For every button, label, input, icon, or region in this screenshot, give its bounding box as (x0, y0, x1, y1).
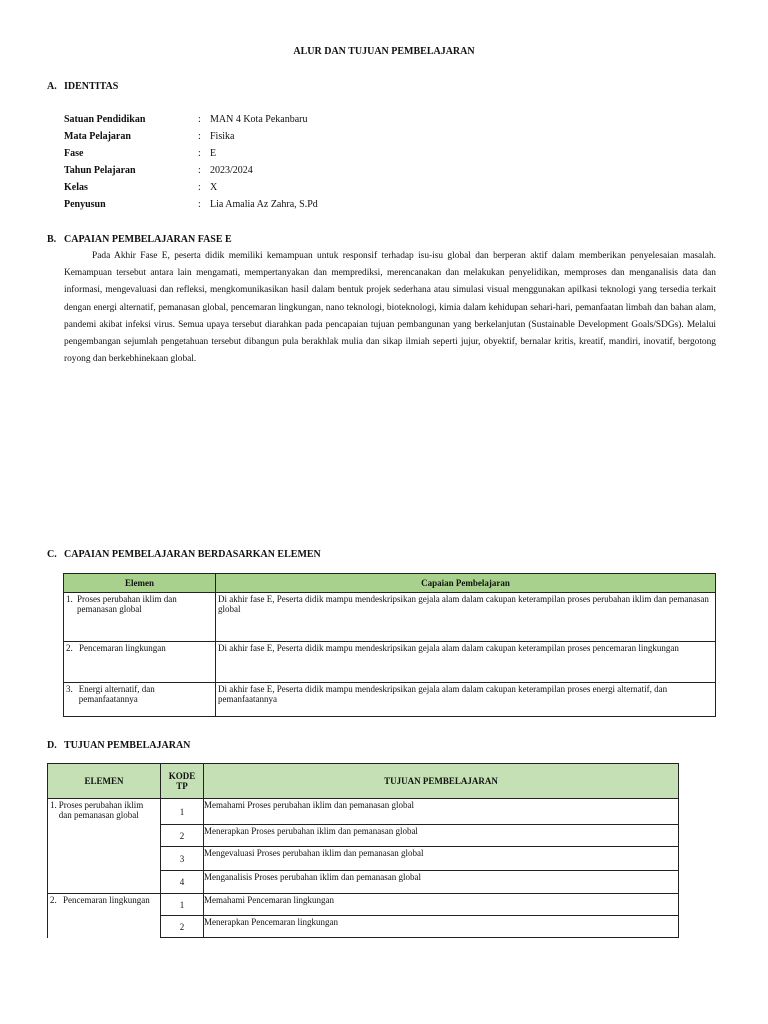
section-b-heading (47, 234, 232, 245)
header-kode-line2: TP (176, 781, 188, 791)
identitas-label: Satuan Pendidikan (64, 114, 146, 125)
identitas-value: Lia Amalia Az Zahra, S.Pd (210, 199, 318, 210)
identitas-label: Mata Pelajaran (64, 131, 131, 142)
section-b-title: CAPAIAN PEMBELAJARAN FASE E (64, 234, 232, 245)
section-a-title: IDENTITAS (64, 81, 119, 92)
table-row (64, 593, 716, 642)
elemen-number: 2. (50, 895, 57, 905)
section-a-heading (47, 81, 118, 92)
identitas-colon: : (198, 148, 201, 159)
kode-cell: 1 (161, 894, 204, 916)
tujuan-cell: Menerapkan Proses perubahan iklim dan pemanasan global (204, 825, 679, 847)
kode-cell: 1 (161, 799, 204, 825)
table-row (48, 799, 679, 825)
capaian-elemen-table (63, 573, 716, 717)
kode-cell: 2 (161, 825, 204, 847)
elemen-cell (64, 642, 216, 683)
elemen-text: Proses perubahan iklim dan pemanasan global (58, 800, 144, 820)
identitas-value: 2023/2024 (210, 165, 253, 176)
elemen-number: 1. (50, 800, 57, 810)
tujuan-cell: Memahami Proses perubahan iklim dan pemanasan global (204, 799, 679, 825)
kode-cell: 4 (161, 871, 204, 894)
table-row (48, 894, 679, 916)
elemen-cell (64, 683, 216, 717)
identitas-label: Kelas (64, 182, 88, 193)
section-d-letter: D. (47, 740, 57, 751)
document-title: ALUR DAN TUJUAN PEMBELAJARAN (293, 46, 475, 57)
header-elemen: Elemen (64, 574, 216, 593)
identitas-value: Fisika (210, 131, 235, 142)
identitas-value: MAN 4 Kota Pekanbaru (210, 114, 308, 125)
elemen-cell (48, 894, 161, 938)
identitas-label: Penyusun (64, 199, 106, 210)
identitas-colon: : (198, 131, 201, 142)
tujuan-cell: Memahami Pencemaran lingkungan (204, 894, 679, 916)
elemen-text: Energi alternatif, dan pemanfaatannya (78, 684, 155, 704)
elemen-number: 3. (66, 684, 73, 694)
table-header-row (48, 764, 679, 799)
elemen-cell (64, 593, 216, 642)
identitas-value: X (210, 182, 218, 193)
identitas-colon: : (198, 199, 201, 210)
header-kode-tp (161, 764, 204, 799)
header-capaian: Capaian Pembelajaran (216, 574, 716, 593)
section-d-heading (47, 740, 190, 751)
capaian-cell: Di akhir fase E, Peserta didik mampu mendeskripsikan gejala alam dalam cakupan keterampilan proses energi alternatif, dan pemanfaatannya (216, 683, 716, 717)
elemen-number: 2. (66, 643, 73, 653)
kode-cell: 3 (161, 847, 204, 871)
identitas-label: Tahun Pelajaran (64, 165, 136, 176)
identitas-colon: : (198, 182, 201, 193)
elemen-cell (48, 799, 161, 894)
kode-cell: 2 (161, 916, 204, 938)
capaian-cell: Di akhir fase E, Peserta didik mampu mendeskripsikan gejala alam dalam cakupan keterampilan proses perubahan iklim dan pemanasan global (216, 593, 716, 642)
table-row (64, 683, 716, 717)
capaian-cell: Di akhir fase E, Peserta didik mampu mendeskripsikan gejala alam dalam cakupan keterampilan proses pencemaran lingkungan (216, 642, 716, 683)
header-tujuan: TUJUAN PEMBELAJARAN (204, 764, 679, 799)
elemen-number: 1. (66, 594, 73, 604)
table-row (64, 642, 716, 683)
header-kode-line1: KODE (168, 771, 196, 781)
header-elemen: ELEMEN (48, 764, 161, 799)
capaian-paragraph: Pada Akhir Fase E, peserta didik memiliki kemampuan untuk responsif terhadap isu-isu global dan berperan aktif dalam memberikan penyelesaian masalah. Kemampuan tersebut antara lain mengamati, mempertanyakan dan memprediksi, merencanakan dan melakukan penyelidikan, memproses dan menganalisis data dan informasi, mengevaluasi dan refleksi, mengkomunikasikan hasil dalam bentuk projek sederhana atau simulasi visual menggunakan apilkasi teknologi yang tersedia terkait dengan energi alternatif, pemanasan global, pencemaran lingkungan, nano teknologi, bioteknologi, kimia dalam kehidupan sehari-hari, pemanfaatan limbah dan bahan alam, pandemi akibat infeksi virus. Semua upaya tersebut diarahkan pada pencapaian tujuan pembangunan yang berkelanjutan (Sustainable Development Goals/SDGs). Melalui pengembangan sejumlah pengetahuan tersebut dibangun pula berakhlak mulia dan sikap ilmiah seperti jujur, obyektif, bernalar kritis, kreatif, mandiri, inovatif, bergotong royong dan berkebhinekaan global. (64, 251, 716, 365)
section-c-letter: C. (47, 549, 57, 560)
section-c-heading (47, 549, 321, 560)
tujuan-pembelajaran-table (47, 763, 679, 938)
elemen-text: Pencemaran lingkungan (79, 643, 166, 653)
elemen-text: Proses perubahan iklim dan pemanasan global (76, 594, 177, 614)
capaian-paragraph-block (64, 248, 716, 368)
tujuan-cell: Mengevaluasi Proses perubahan iklim dan pemanasan global (204, 847, 679, 871)
table-header-row (64, 574, 716, 593)
identitas-colon: : (198, 165, 201, 176)
tujuan-cell: Menganalisis Proses perubahan iklim dan pemanasan global (204, 871, 679, 894)
elemen-text: Pencemaran lingkungan (63, 895, 150, 905)
section-b-letter: B. (47, 234, 57, 245)
identitas-colon: : (198, 114, 201, 125)
section-a-letter: A. (47, 81, 57, 92)
identitas-label: Fase (64, 148, 84, 159)
section-d-title: TUJUAN PEMBELAJARAN (64, 740, 191, 751)
identitas-value: E (210, 148, 217, 159)
tujuan-cell: Menerapkan Pencemaran lingkungan (204, 916, 679, 938)
section-c-title: CAPAIAN PEMBELAJARAN BERDASARKAN ELEMEN (64, 549, 321, 560)
